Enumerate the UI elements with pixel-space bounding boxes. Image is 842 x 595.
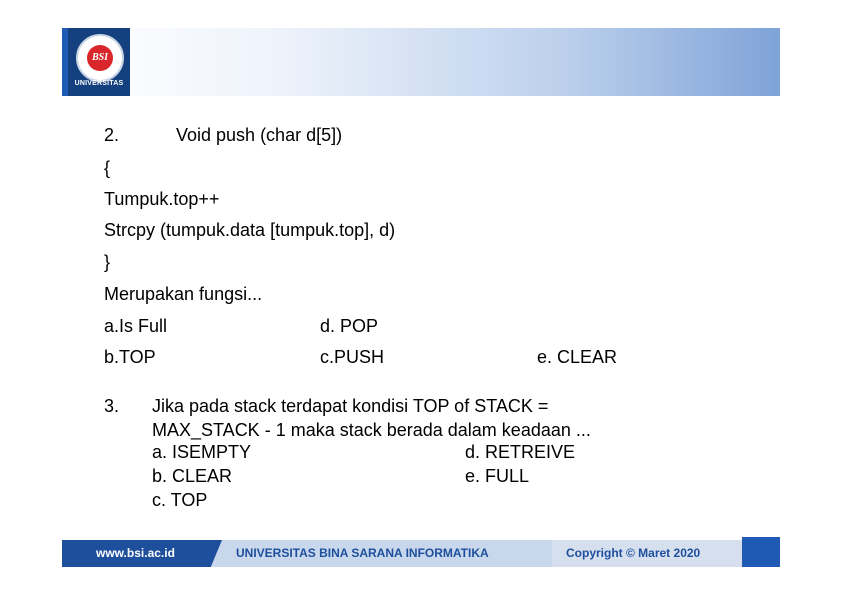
question-number: 2.: [104, 125, 120, 145]
question-text: MAX_STACK - 1 maka stack berada dalam keadaan ...: [152, 420, 591, 440]
option-c: c.PUSH: [320, 347, 385, 367]
university-logo: [68, 28, 130, 96]
question-number: 3.: [104, 396, 120, 416]
option-b: b.TOP: [104, 347, 156, 367]
option-c: c. TOP: [152, 490, 208, 510]
footer-institution: UNIVERSITAS BINA SARANA INFORMATIKA: [236, 546, 489, 560]
footer-accent: [742, 537, 780, 567]
option-a: a. ISEMPTY: [152, 442, 252, 462]
option-b: b. CLEAR: [152, 466, 233, 486]
code-line: Tumpuk.top++: [104, 189, 220, 209]
logo-caption: UNIVERSITAS: [74, 80, 124, 87]
option-e: e. CLEAR: [537, 347, 618, 367]
option-e: e. FULL: [465, 466, 530, 486]
question-prompt: Merupakan fungsi...: [104, 284, 263, 304]
footer-copyright: Copyright © Maret 2020: [566, 546, 701, 560]
code-line: Void push (char d[5]): [176, 125, 343, 145]
question-text: Jika pada stack terdapat kondisi TOP of STACK =: [152, 396, 549, 416]
option-a: a.Is Full: [104, 316, 168, 336]
code-line: }: [104, 252, 111, 272]
logo-seal-icon: [76, 34, 124, 82]
logo-mark: BSI: [87, 45, 113, 71]
option-d: d. RETREIVE: [465, 442, 576, 462]
footer-website-link[interactable]: www.bsi.ac.id: [96, 546, 175, 560]
header-bar: [62, 28, 780, 96]
code-line: Strcpy (tumpuk.data [tumpuk.top], d): [104, 220, 396, 240]
option-d: d. POP: [320, 316, 379, 336]
code-line: {: [104, 158, 111, 178]
